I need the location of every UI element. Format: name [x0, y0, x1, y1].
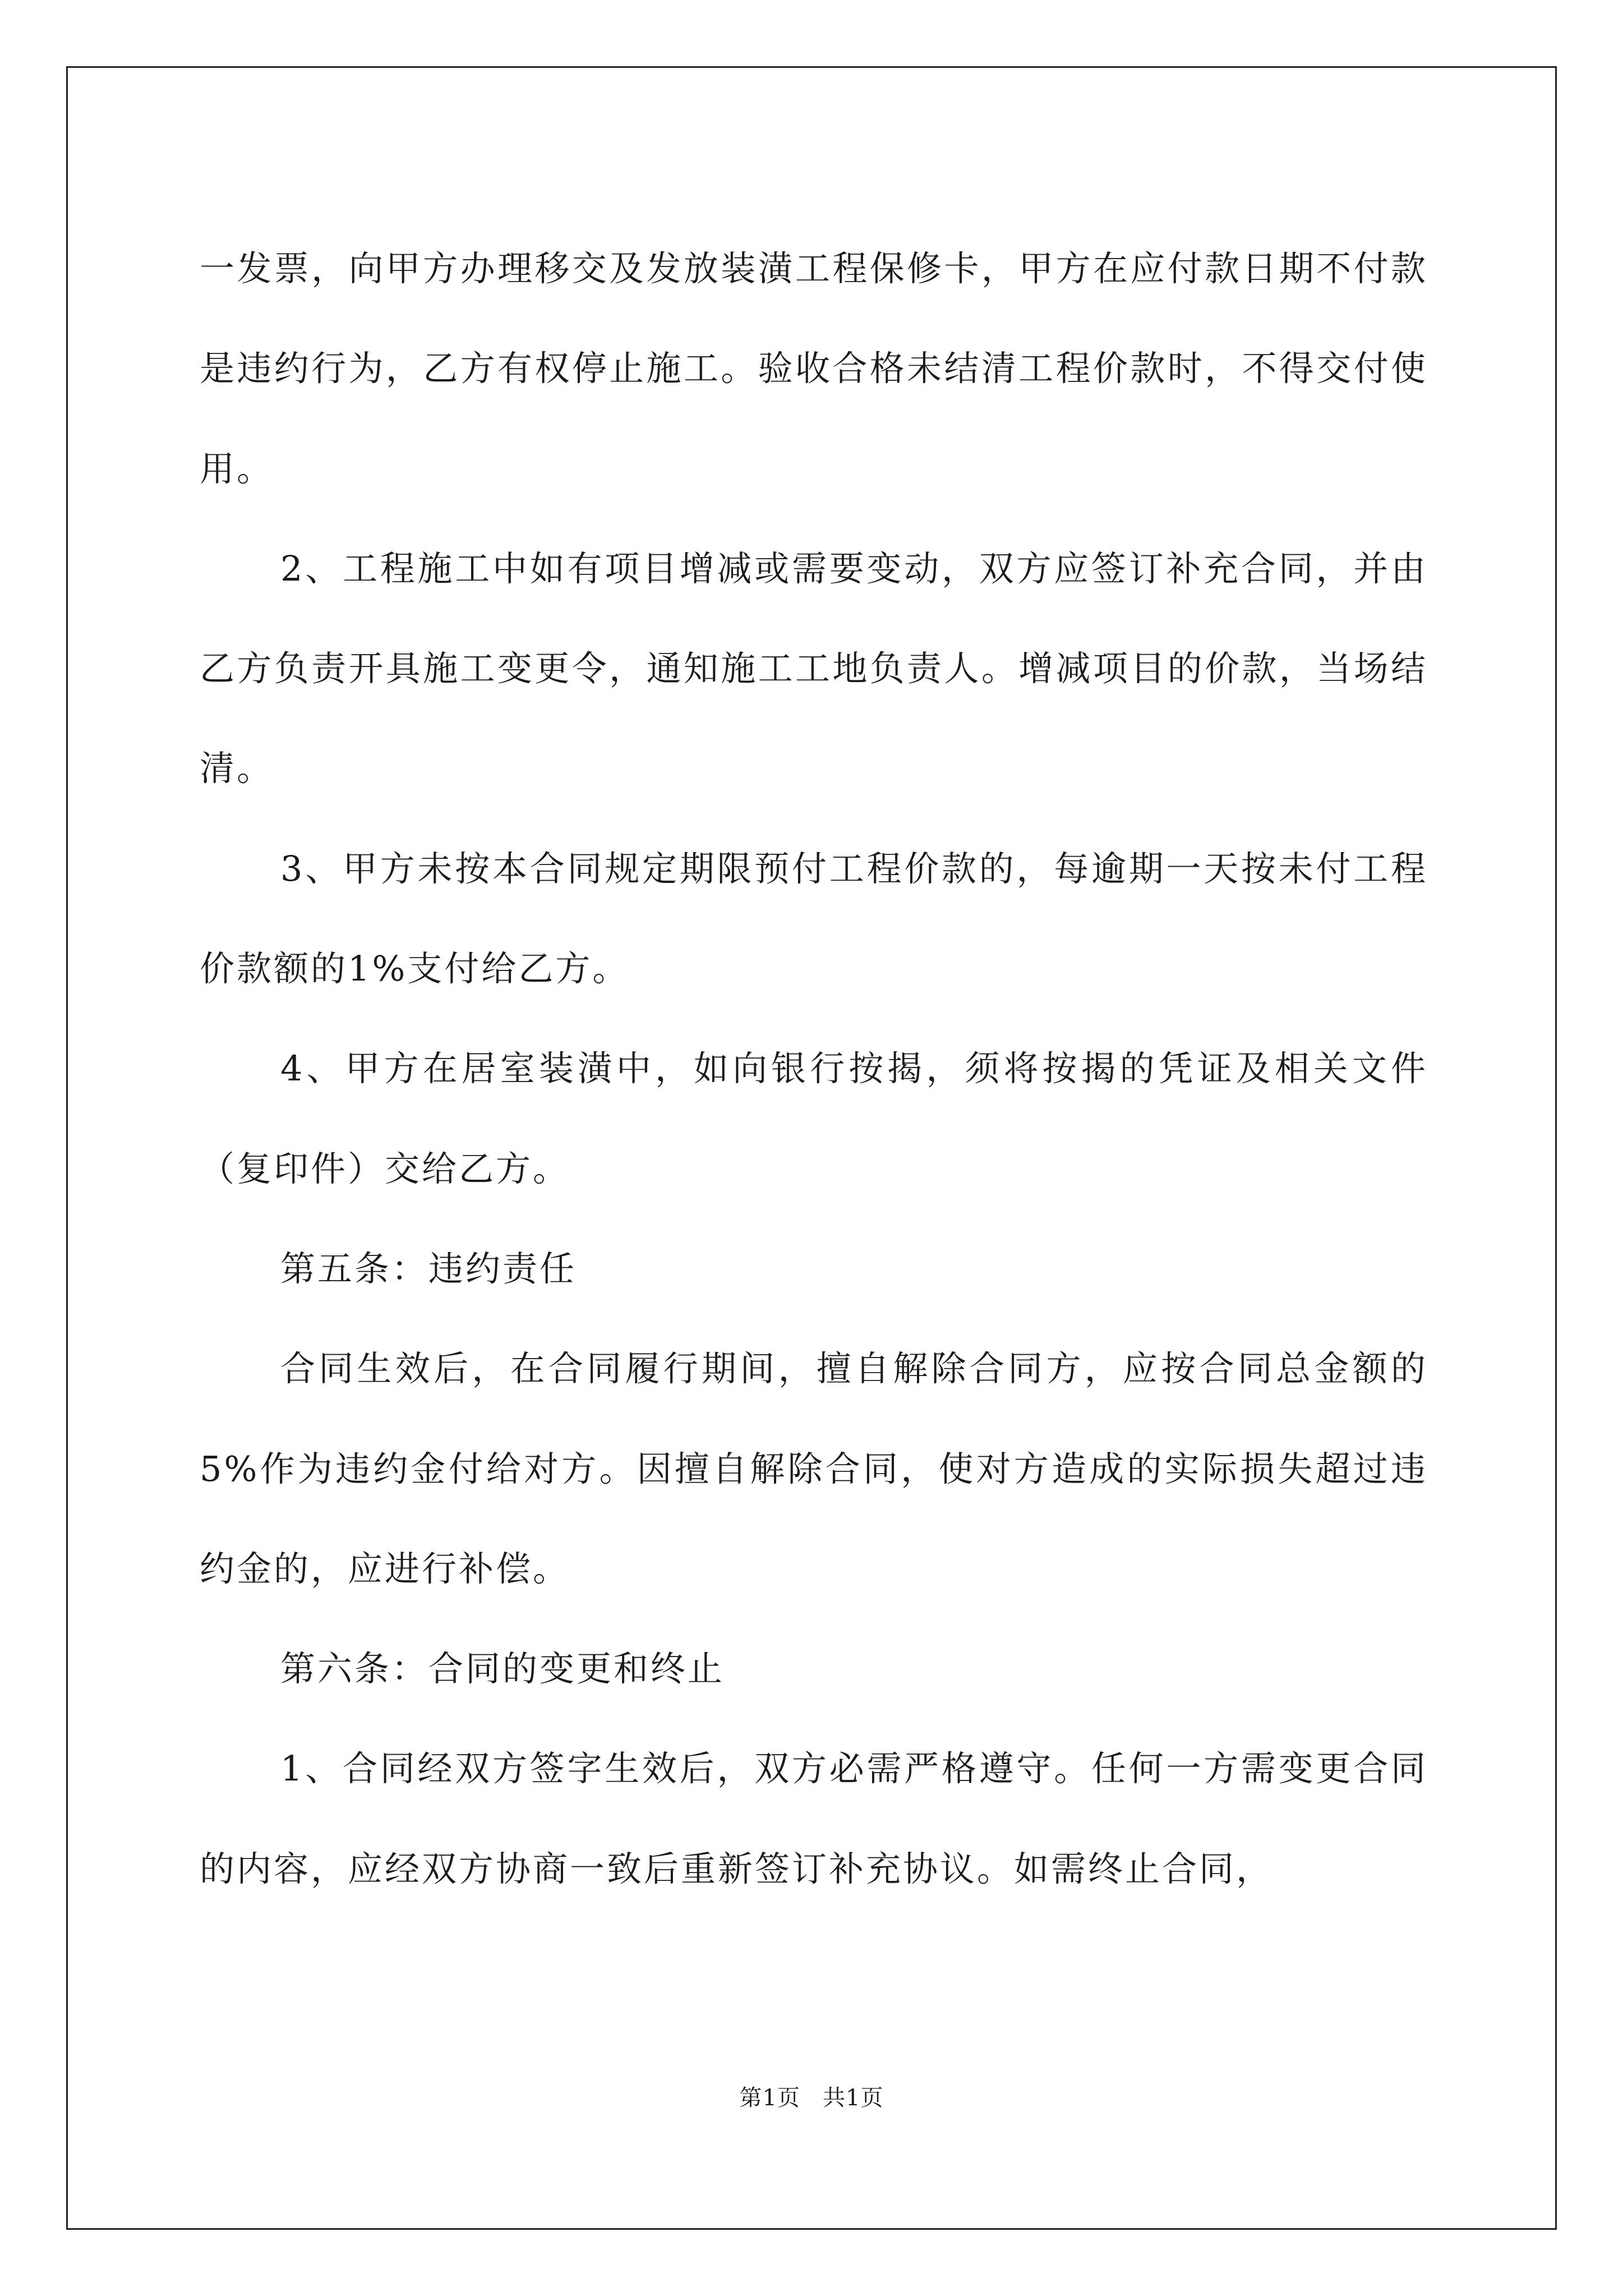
document-body: [200, 219, 1428, 1919]
paragraph-continuation: 一发票，向甲方办理移交及发放装潢工程保修卡，甲方在应付款日期不付款是违约行为，乙方有权停止施工。验收合格未结清工程价款时，不得交付使用。: [200, 248, 1428, 489]
paragraph-item-3: 3、甲方未按本合同规定期限预付工程价款的，每逾期一天按未付工程价款额的1%支付给乙方。: [200, 848, 1428, 990]
page-footer: [0, 2080, 1623, 2112]
article-6-heading: 第六条：合同的变更和终止: [280, 1648, 725, 1690]
paragraph-item-4: 4、甲方在居室装潢中，如向银行按揭，须将按揭的凭证及相关文件（复印件）交给乙方。: [200, 1048, 1428, 1189]
page-number: 第1页: [739, 2085, 800, 2111]
paragraph-item-2: 2、工程施工中如有项目增减或需要变动，双方应签订补充合同，并由乙方负责开具施工变更令，通知施工工地负责人。增减项目的价款，当场结清。: [200, 547, 1428, 789]
page-total: 共1页: [823, 2085, 884, 2111]
paragraph-article-6-item-1: 1、合同经双方签字生效后，双方必需严格遵守。任何一方需变更合同的内容，应经双方协商一致后重新签订补充协议。如需终止合同，: [200, 1748, 1428, 1889]
paragraph-article-5-body: 合同生效后，在合同履行期间，擅自解除合同方，应按合同总金额的5%作为违约金付给对方。因擅自解除合同，使对方造成的实际损失超过违约金的，应进行补偿。: [200, 1348, 1428, 1589]
article-5-heading: 第五条：违约责任: [280, 1248, 577, 1289]
